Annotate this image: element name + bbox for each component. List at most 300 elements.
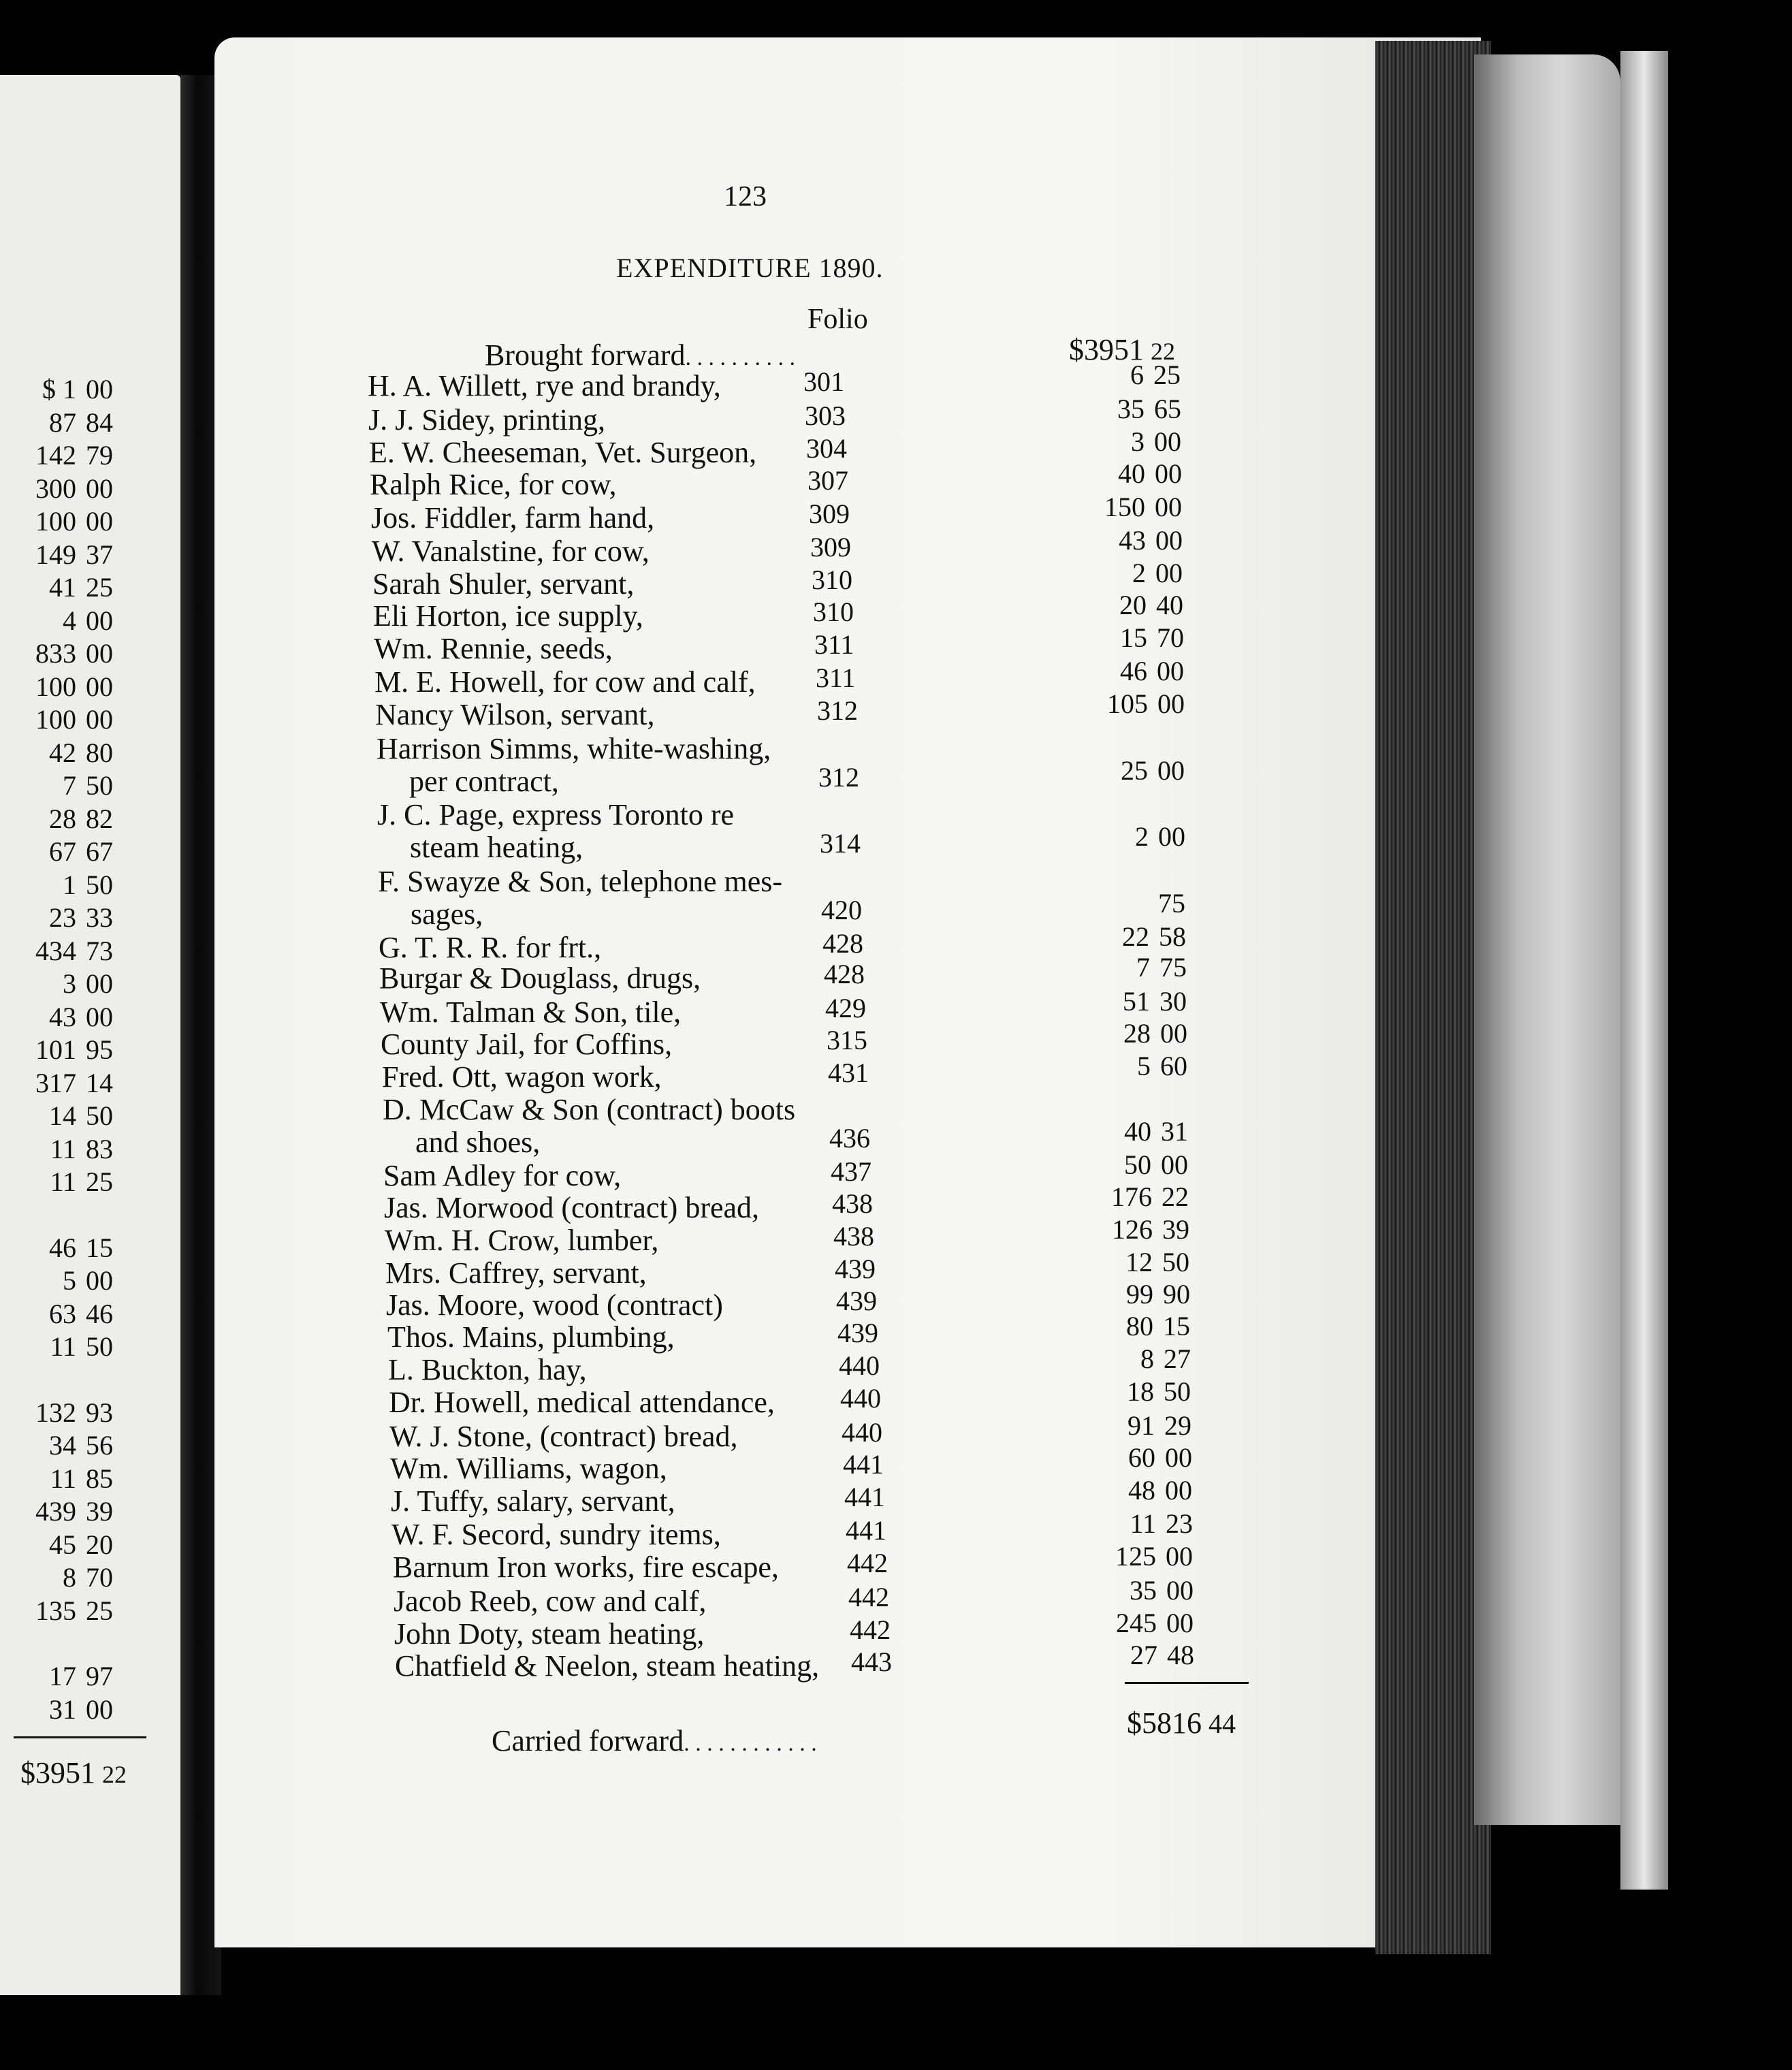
entry-cents: 00: [1166, 1608, 1194, 1638]
entry-folio: 429: [825, 993, 866, 1023]
entry-cents: 30: [1159, 986, 1187, 1017]
entry-amount: [1093, 1343, 1202, 1375]
left-cents: 50: [86, 1100, 113, 1131]
carried-forward-label: Carried forward: [492, 1724, 684, 1757]
left-cents: 00: [86, 704, 113, 735]
entry-cents: 29: [1164, 1410, 1191, 1441]
left-amount-row: [0, 439, 124, 471]
entry-dollars: 3: [1131, 426, 1145, 457]
entry-name: Jacob Reeb, cow and calf,: [394, 1585, 707, 1618]
left-total: [20, 1755, 140, 1790]
left-amount-row: [0, 671, 124, 703]
entry-amount: [1088, 921, 1197, 953]
entry-cents: 00: [1166, 1541, 1193, 1572]
entry-amount: [1091, 1213, 1200, 1245]
left-cents: 00: [86, 671, 113, 702]
entry-cents: 00: [1155, 525, 1183, 556]
entry-name: John Doty, steam heating,: [394, 1617, 705, 1651]
left-dollars: 434: [35, 935, 76, 966]
left-dollars: 42: [49, 737, 76, 768]
left-dollars: 5: [63, 1265, 76, 1296]
left-amount-row: [0, 1001, 124, 1033]
entry-cents: 00: [1161, 1149, 1188, 1180]
entry-name: Harrison Simms, white-washing,: [377, 732, 771, 765]
entry-name-continued: steam heating,: [410, 831, 583, 864]
left-cents: 00: [86, 638, 113, 669]
left-cents: 20: [86, 1529, 113, 1560]
entry-amount: [1089, 951, 1198, 983]
entry-amount: [1083, 359, 1191, 391]
entry-folio: 312: [818, 762, 859, 793]
left-dollars: 439: [35, 1496, 76, 1527]
entry-cents: 75: [1159, 952, 1187, 983]
entry-name: Wm. Rennie, seeds,: [374, 632, 613, 665]
left-cents: 33: [86, 902, 113, 933]
entry-amount: [1085, 589, 1194, 621]
left-cents: 97: [86, 1661, 113, 1691]
entry-dollars: 8: [1140, 1343, 1154, 1374]
entry-cents: 00: [1166, 1575, 1194, 1606]
edge-strip: [1620, 51, 1668, 1890]
left-dollars: 11: [50, 1166, 76, 1197]
entry-dollars: 80: [1126, 1311, 1153, 1341]
entry-amount: [1084, 491, 1193, 523]
entry-name: Jas. Morwood (contract) bread,: [384, 1191, 760, 1224]
entry-folio: 304: [806, 433, 847, 464]
entry-cents: 58: [1159, 921, 1186, 952]
entry-name: W. Vanalstine, for cow,: [372, 535, 650, 568]
left-dollars: 300: [35, 473, 76, 504]
left-dollars: 149: [35, 539, 76, 570]
entry-folio: 442: [847, 1548, 888, 1578]
entry-cents: 00: [1157, 688, 1185, 719]
entry-amount: [1090, 1149, 1199, 1181]
left-amount-row: [0, 1595, 124, 1627]
entry-dollars: 22: [1122, 921, 1149, 952]
entry-folio: 315: [827, 1025, 867, 1055]
edge-sheet: [1474, 54, 1620, 1825]
left-cents: 95: [86, 1034, 113, 1065]
left-amount-row: [0, 1397, 124, 1429]
left-cents: 00: [86, 968, 113, 999]
left-total-dollars: $3951: [20, 1756, 95, 1789]
entry-name: Dr. Howell, medical attendance,: [389, 1386, 775, 1419]
entry-amount: [1084, 458, 1193, 490]
left-amount-row: [0, 968, 124, 1000]
entry-folio: 301: [803, 366, 844, 397]
entry-cents: 00: [1157, 656, 1184, 686]
left-dollars: 11: [50, 1463, 76, 1494]
entry-amount: [1093, 1410, 1202, 1442]
entry-dollars: 7: [1136, 952, 1150, 983]
entry-name: E. W. Cheeseman, Vet. Surgeon,: [369, 436, 757, 469]
entry-dollars: 176: [1111, 1181, 1152, 1212]
entry-dollars: 6: [1130, 360, 1144, 390]
entry-amount: [1091, 1181, 1200, 1213]
entry-dollars: 46: [1120, 656, 1147, 686]
entry-folio: 439: [836, 1286, 877, 1316]
left-dollars: 100: [35, 704, 76, 735]
left-amount-row: [0, 1463, 124, 1495]
left-dollars: 7: [63, 770, 76, 801]
entry-dollars: 50: [1124, 1149, 1151, 1180]
entry-dollars: 99: [1126, 1279, 1153, 1309]
entry-name: Chatfield & Neelon, steam heating,: [395, 1649, 820, 1683]
entry-cents: 00: [1155, 492, 1182, 522]
entry-cents: 23: [1166, 1508, 1193, 1539]
left-cents: 70: [86, 1562, 113, 1593]
brought-forward-dots: . . . . . . . . . .: [685, 345, 795, 370]
left-cents: 84: [86, 407, 113, 438]
left-cents: 00: [86, 1693, 113, 1725]
entry-amount: [1093, 1375, 1202, 1407]
left-dollars: 11: [50, 1331, 76, 1362]
entry-cents: 00: [1158, 821, 1185, 852]
left-cents: 67: [86, 836, 113, 867]
left-dollars: $ 1: [42, 374, 76, 404]
carried-forward-dollars: $5816: [1127, 1706, 1202, 1740]
entry-dollars: 245: [1116, 1608, 1157, 1638]
entry-cents: 00: [1157, 755, 1185, 786]
entry-name: Wm. Williams, wagon,: [390, 1452, 667, 1485]
entry-amount: [1087, 821, 1196, 853]
left-dollars: 3: [63, 968, 76, 999]
entry-dollars: 48: [1128, 1475, 1155, 1506]
left-amount-row: [0, 539, 124, 571]
entry-folio: 309: [810, 532, 851, 562]
left-cents: 50: [86, 1331, 113, 1362]
entry-folio: 442: [850, 1614, 891, 1645]
left-amount-row: [0, 769, 124, 801]
entry-cents: 00: [1154, 426, 1181, 457]
left-amount-row: [0, 1166, 124, 1198]
entry-cents: 00: [1165, 1475, 1192, 1506]
entry-name: Jas. Moore, wood (contract): [386, 1288, 723, 1322]
left-cents: 82: [86, 803, 113, 834]
entry-name: Thos. Mains, plumbing,: [387, 1320, 675, 1354]
left-amount-row: [0, 1133, 124, 1165]
entry-dollars: 51: [1123, 986, 1150, 1017]
left-cents: 14: [86, 1067, 113, 1098]
entry-cents: 39: [1162, 1214, 1189, 1245]
entry-dollars: 11: [1130, 1508, 1156, 1539]
entry-folio: 314: [820, 828, 861, 859]
entry-name: F. Swayze & Son, telephone mes-: [378, 865, 783, 898]
left-cents: 46: [86, 1298, 113, 1329]
entry-name: Burgar & Douglass, drugs,: [379, 961, 701, 995]
left-amount-row: [0, 1264, 124, 1296]
left-amount-row: [0, 505, 124, 537]
entry-name: W. J. Stone, (contract) bread,: [389, 1420, 738, 1453]
left-cents: 50: [86, 869, 113, 900]
entry-folio: 443: [851, 1646, 892, 1677]
entry-folio: 420: [821, 895, 862, 925]
entry-amount: [1086, 655, 1195, 687]
page-number: 123: [724, 181, 767, 212]
entry-cents: 60: [1160, 1051, 1187, 1081]
folio-header: Folio: [807, 304, 868, 335]
entry-cents: 40: [1156, 590, 1183, 620]
entry-folio: 428: [822, 928, 863, 959]
entry-folio: 310: [812, 564, 852, 595]
left-amount-row: [0, 902, 124, 934]
left-cents: 00: [86, 506, 113, 537]
entry-name: Jos. Fiddler, farm hand,: [371, 501, 655, 535]
entry-cents: 27: [1164, 1343, 1191, 1374]
left-dollars: 317: [35, 1067, 76, 1098]
left-dollars: 17: [49, 1661, 76, 1691]
left-dollars: 87: [49, 407, 76, 438]
left-amount-row: [0, 1298, 124, 1330]
left-cents: 37: [86, 539, 113, 570]
left-dollars: 14: [49, 1100, 76, 1131]
entry-cents: 31: [1161, 1116, 1188, 1147]
left-dollars: 41: [49, 572, 76, 603]
entry-amount: [1086, 622, 1195, 654]
entry-amount: [1089, 1050, 1198, 1082]
left-amount-row: [0, 1529, 124, 1561]
left-amount-row: [0, 935, 124, 967]
entry-amount: [1094, 1442, 1203, 1474]
left-cents: 39: [86, 1496, 113, 1527]
entry-folio: 310: [813, 596, 854, 627]
entry-name: G. T. R. R. for frt.,: [379, 931, 602, 964]
entry-amount: [1095, 1540, 1204, 1572]
left-dollars: 142: [35, 440, 76, 471]
entry-name: County Jail, for Coffins,: [381, 1028, 673, 1061]
entry-folio: 438: [833, 1221, 874, 1252]
left-dollars: 11: [50, 1133, 76, 1164]
entry-cents: 48: [1167, 1640, 1194, 1670]
left-amount-row: [0, 1693, 124, 1725]
entry-amount: [1089, 985, 1198, 1017]
entry-cents: 00: [1165, 1442, 1192, 1473]
entry-amount: [1085, 557, 1194, 589]
entry-name: Sam Adley for cow,: [383, 1159, 622, 1192]
entry-amount: [1083, 393, 1192, 425]
left-cents: 25: [86, 1166, 113, 1197]
entry-name: Eli Horton, ice supply,: [373, 599, 643, 633]
left-amount-row: [0, 703, 124, 735]
entry-name: Wm. H. Crow, lumber,: [385, 1224, 659, 1257]
left-dollars: 132: [35, 1397, 76, 1428]
left-cents: 83: [86, 1133, 113, 1164]
brought-forward-label: Brought forward: [485, 338, 686, 372]
entry-dollars: 25: [1121, 755, 1148, 786]
entry-folio: 431: [828, 1057, 869, 1088]
left-dollars: 135: [35, 1595, 76, 1626]
entry-amount: [1095, 1508, 1204, 1540]
left-amount-row: [0, 605, 124, 637]
left-total-rule: [14, 1736, 146, 1738]
left-amount-row: [0, 473, 124, 505]
entry-name: Ralph Rice, for cow,: [370, 468, 617, 501]
entry-dollars: 18: [1127, 1376, 1154, 1407]
left-cents: 50: [86, 770, 113, 801]
entry-dollars: 43: [1119, 525, 1146, 556]
entry-amount: [1087, 754, 1196, 786]
left-cents: 80: [86, 737, 113, 768]
carried-forward: [492, 1726, 817, 1756]
left-cents: 93: [86, 1397, 113, 1428]
entry-name: Mrs. Caffrey, servant,: [385, 1256, 647, 1290]
total-rule: [1125, 1682, 1249, 1684]
entry-name: L. Buckton, hay,: [388, 1353, 587, 1386]
left-amount-row: [0, 1034, 124, 1066]
entry-cents: 00: [1155, 458, 1182, 489]
entry-dollars: 150: [1104, 492, 1145, 522]
entry-folio: 311: [814, 629, 854, 660]
entry-folio: 307: [807, 465, 848, 496]
left-dollars: 8: [63, 1562, 76, 1593]
left-dollars: 46: [49, 1232, 76, 1263]
entry-folio: 309: [809, 498, 850, 529]
entry-amount: [1087, 688, 1196, 720]
left-cents: 73: [86, 935, 113, 966]
entry-folio: 441: [844, 1482, 885, 1512]
entry-name: Nancy Wilson, servant,: [375, 698, 655, 731]
left-dollars: 67: [49, 836, 76, 867]
left-amount-row: [0, 737, 124, 769]
entry-cents: 50: [1162, 1247, 1189, 1277]
entry-dollars: 40: [1118, 458, 1145, 489]
entry-folio: 436: [829, 1123, 870, 1153]
left-amount-row: [0, 1429, 124, 1461]
entry-name: J. J. Sidey, printing,: [368, 403, 605, 436]
left-cents: 85: [86, 1463, 113, 1494]
left-cents: 00: [86, 1001, 113, 1032]
left-dollars: 43: [49, 1001, 76, 1032]
entry-cents: 22: [1162, 1181, 1189, 1212]
left-dollars: 34: [49, 1430, 76, 1461]
entry-folio: 428: [824, 959, 865, 989]
entry-dollars: 125: [1115, 1541, 1156, 1572]
entry-dollars: 20: [1119, 590, 1147, 620]
left-amount-row: [0, 1660, 124, 1692]
entry-dollars: 91: [1127, 1410, 1155, 1441]
left-amount-row: [0, 637, 124, 669]
entry-folio: 312: [817, 695, 858, 726]
entry-cents: 65: [1154, 394, 1181, 424]
left-dollars: 4: [63, 605, 76, 636]
left-dollars: 100: [35, 506, 76, 537]
entry-amount: [1089, 1017, 1198, 1049]
entry-dollars: 35: [1117, 394, 1145, 424]
entry-amount: [1090, 1115, 1199, 1147]
entry-name: Sarah Shuler, servant,: [372, 567, 635, 601]
entry-amount: [1092, 1278, 1201, 1310]
entry-dollars: 60: [1128, 1442, 1155, 1473]
entry-dollars: 15: [1120, 622, 1147, 653]
left-cents: 00: [86, 473, 113, 504]
entry-dollars: 27: [1130, 1640, 1157, 1670]
entry-cents: 50: [1164, 1376, 1191, 1407]
left-dollars: 28: [49, 803, 76, 834]
left-dollars: 23: [49, 902, 76, 933]
left-cents: 56: [86, 1430, 113, 1461]
left-amount-row: [0, 1067, 124, 1099]
entry-amount: [1094, 1474, 1203, 1506]
carried-forward-dots: . . . . . . . . . . . .: [684, 1731, 817, 1756]
carried-forward-amount: [1127, 1706, 1247, 1740]
entry-name: J. Tuffy, salary, servant,: [391, 1484, 675, 1518]
entry-dollars: 12: [1125, 1247, 1153, 1277]
entry-name: Barnum Iron works, fire escape,: [393, 1550, 779, 1584]
carried-forward-cents: 44: [1209, 1708, 1236, 1739]
entry-name-continued: and shoes,: [415, 1126, 541, 1159]
entry-cents: 00: [1160, 1018, 1187, 1049]
entry-dollars: 2: [1132, 558, 1146, 588]
entry-dollars: 5: [1137, 1051, 1151, 1081]
brought-forward-dollars: $3951: [1069, 333, 1144, 366]
entry-dollars: 105: [1107, 688, 1148, 719]
entry-name: Fred. Ott, wagon work,: [382, 1060, 662, 1094]
entry-amount: [1095, 1574, 1204, 1606]
left-dollars: 101: [35, 1034, 76, 1065]
left-cents: 79: [86, 440, 113, 471]
entry-folio: 442: [848, 1582, 889, 1612]
entry-folio: 438: [832, 1188, 873, 1219]
entry-folio: 440: [842, 1417, 882, 1448]
entry-name: D. McCaw & Son (contract) boots: [383, 1093, 796, 1126]
left-cents: 00: [86, 1265, 113, 1296]
left-cents: 25: [86, 572, 113, 603]
entry-name-continued: sages,: [411, 897, 483, 931]
entry-amount: [1083, 426, 1192, 458]
entry-cents: 15: [1163, 1311, 1190, 1341]
left-dollars: 833: [35, 638, 76, 669]
left-amount-row: [0, 1561, 124, 1593]
left-dollars: 31: [49, 1693, 76, 1725]
entry-name: Wm. Talman & Son, tile,: [380, 996, 682, 1029]
brought-forward: [485, 340, 795, 370]
left-amount-row: [0, 869, 124, 901]
entry-cents: 70: [1157, 622, 1184, 653]
left-total-cents: 22: [102, 1761, 127, 1788]
entry-folio: 440: [839, 1350, 880, 1381]
entry-folio: 439: [837, 1318, 878, 1348]
entry-amount: [1085, 524, 1194, 556]
entry-amount: [1087, 887, 1196, 919]
entry-folio: 441: [846, 1515, 886, 1546]
entry-name: J. C. Page, express Toronto re: [377, 798, 735, 831]
entry-folio: 437: [831, 1156, 871, 1187]
entry-name-continued: per contract,: [409, 765, 559, 798]
left-cents: 15: [86, 1232, 113, 1263]
entry-dollars: 40: [1124, 1116, 1151, 1147]
entry-dollars: 126: [1112, 1214, 1153, 1245]
left-amount-row: [0, 1495, 124, 1527]
entry-amount: [1096, 1639, 1205, 1671]
entry-folio: 440: [840, 1383, 881, 1414]
entry-name: M. E. Howell, for cow and calf,: [374, 665, 756, 699]
entry-folio: 303: [805, 400, 846, 431]
entry-folio: 439: [835, 1254, 876, 1284]
brought-forward-cents: 22: [1151, 338, 1175, 365]
entry-cents: 75: [1158, 888, 1185, 919]
left-amount-row: [0, 571, 124, 603]
left-amount-row: [0, 373, 124, 405]
left-amount-row: [0, 407, 124, 439]
page-heading: EXPENDITURE 1890.: [616, 253, 884, 283]
entry-cents: 25: [1153, 360, 1181, 390]
entry-amount: [1091, 1246, 1200, 1278]
left-amount-row: [0, 1100, 124, 1132]
entry-cents: 00: [1155, 558, 1183, 588]
entry-dollars: 28: [1123, 1018, 1151, 1049]
left-cents: 00: [86, 605, 113, 636]
left-cents: 00: [86, 374, 113, 404]
